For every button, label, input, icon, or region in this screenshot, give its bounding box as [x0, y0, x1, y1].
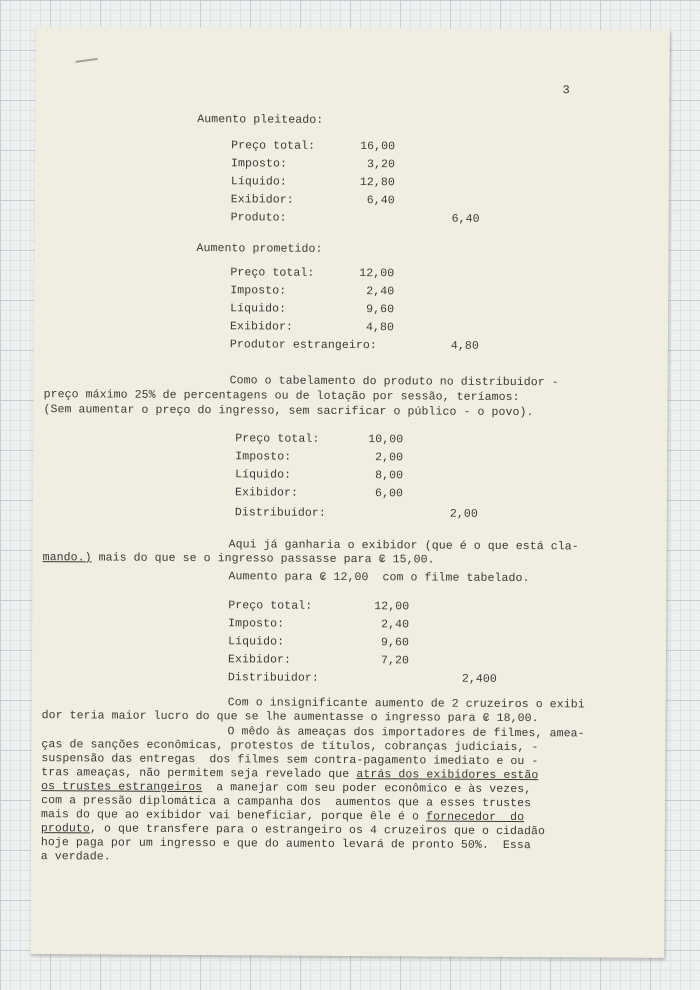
row-label: Imposto: — [230, 157, 288, 171]
underlined-text: produto — [40, 822, 90, 836]
row-value: 10,00 — [368, 433, 404, 447]
row-label: Imposto: — [235, 450, 292, 464]
row-label: Preço total: — [231, 139, 316, 153]
paragraph-line: dor teria maior lucro do que se lhe aumentasse o ingresso para ₢ 18,00. — [41, 709, 539, 726]
row-value: 6,40 — [451, 212, 480, 226]
row-label: Líquido: — [228, 635, 285, 649]
row-label: Exibidor: — [227, 653, 292, 667]
row-value: 2,00 — [375, 451, 404, 465]
paragraph-line: produto, o que transfere para o estrangeiro os 4 cruzeiros que o cidadão — [40, 822, 546, 839]
row-value: 9,60 — [381, 636, 410, 650]
row-label: Preço total: — [230, 266, 315, 280]
paragraph-line: hoje paga por um ingresso e que do aumento levará de pronto 50%. Essa — [40, 836, 531, 853]
paragraph-line: mando.) mais do que se o ingresso passasse para ₢ 15,00. — [42, 551, 435, 567]
row-value: 2,00 — [449, 507, 478, 521]
row-value: 12,00 — [374, 600, 410, 614]
paragraph-line: a verdade. — [40, 850, 111, 864]
underlined-text: atrás dos exibidores estão — [356, 768, 539, 783]
row-value: 7,20 — [380, 654, 410, 668]
row-value: 12,00 — [359, 267, 395, 281]
row-label: Exibidor: — [234, 486, 299, 500]
row-label: Líquido: — [230, 302, 287, 316]
row-value: 4,80 — [450, 339, 479, 353]
underlined-text: mando.) — [42, 551, 92, 565]
paragraph-line: ças de sanções econômicas, protestos de títulos, cobranças judiciais, - — [41, 738, 539, 755]
row-label: Preço total: — [235, 432, 320, 446]
page-number: 3 — [562, 83, 570, 98]
paragraph-line: tras ameaças, não permitem seja revelado que atrás dos exibidores estão — [41, 766, 539, 783]
paragraph-line: (Sem aumentar o preço do ingresso, sem sacrificar o público - o povo). — [43, 403, 534, 420]
paragraph-line: Como o tabelamento do produto no distribuidor - — [229, 374, 559, 390]
underlined-text: fornecedor do — [426, 810, 525, 825]
row-label: Imposto: — [228, 617, 285, 631]
paragraph-line: O mêdo às ameaças dos importadores de filmes, amea- — [227, 725, 585, 741]
paragraph-line: Aumento para ₢ 12,00 com o filme tabelado. — [228, 570, 530, 586]
row-value: 16,00 — [360, 140, 396, 154]
heading-aumento-pleiteado: Aumento pleiteado: — [197, 113, 324, 127]
paragraph-line: com a pressão diplomática a campanha dos aumentos que a esses trustes — [41, 794, 532, 811]
paper-sheet — [30, 26, 670, 958]
row-label: Distribuidor: — [227, 671, 319, 685]
paragraph-line: mais do que ao exibidor vai beneficiar, porque êle é o fornecedor do — [40, 808, 525, 825]
row-value: 12,80 — [359, 176, 395, 190]
paragraph-line: Com o insignificante aumento de 2 cruzeiros o exibi — [227, 696, 585, 712]
row-label: Exibidor: — [229, 320, 294, 334]
paragraph-line: suspensão das entregas dos filmes sem contra-pagamento imediato e ou - — [41, 752, 539, 769]
row-label: Produto: — [230, 211, 287, 225]
row-value: 4,80 — [365, 321, 395, 335]
row-value: 6,40 — [366, 194, 395, 208]
paragraph-line: os trustes estrangeiros a manejar com seu poder econômico e às vezes, — [41, 780, 532, 797]
pencil-mark — [76, 58, 98, 63]
paragraph-line: preço máximo 25% de percentagens ou de lotação por sessão, teríamos: — [43, 388, 520, 405]
row-label: Produtor estrangeiro: — [229, 338, 377, 353]
row-label: Líquido: — [235, 468, 292, 482]
row-value: 3,20 — [366, 158, 396, 172]
row-value: 9,60 — [366, 303, 395, 317]
row-label: Preço total: — [228, 599, 313, 613]
row-value: 2,400 — [461, 672, 497, 686]
heading-aumento-prometido: Aumento prometido: — [196, 242, 323, 256]
row-label: Líquido: — [230, 175, 287, 189]
row-label: Distribuidor: — [234, 506, 326, 520]
row-label: Exibidor: — [230, 193, 294, 207]
row-value: 6,00 — [374, 487, 404, 501]
paragraph-line: Aqui já ganharia o exibidor (que é o que está cla- — [228, 538, 579, 554]
row-value: 2,40 — [381, 618, 410, 632]
row-value: 8,00 — [375, 469, 404, 483]
underlined-text: os trustes estrangeiros — [41, 780, 203, 795]
row-value: 2,40 — [366, 285, 395, 299]
row-label: Imposto: — [230, 284, 287, 298]
